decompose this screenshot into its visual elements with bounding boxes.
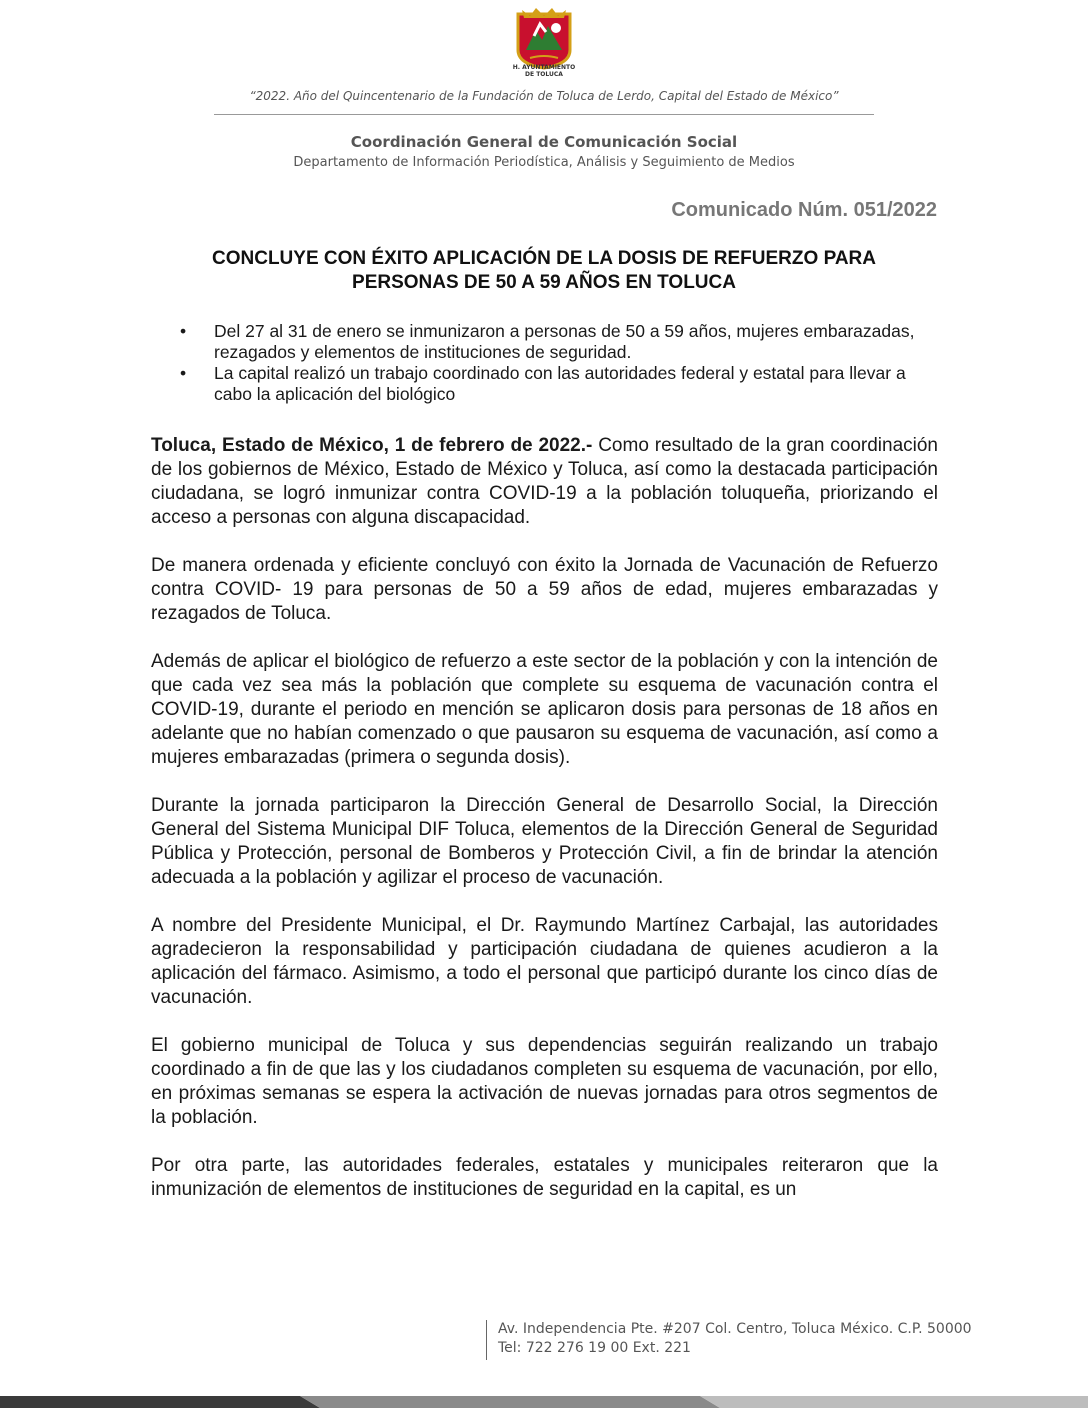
paragraph-6: El gobierno municipal de Toluca y sus dependencias seguirán realizando un trabajo coordinado a fin de que las y los ciudadanos completen su esquema de vacunación, por ello, en próximas semanas se espera la activación de nuevas jornadas para otros segmentos de la población. [151, 1035, 938, 1128]
bullet-dot-icon: • [180, 363, 187, 383]
dateline: Toluca, Estado de México, 1 de febrero de 2022.- [151, 435, 593, 456]
bullet-text: La capital realizó un trabajo coordinado con las autoridades federal y estatal para llevar a cabo la aplicación del biológico [214, 363, 906, 404]
logo-caption-line2: DE TOLUCA [525, 71, 563, 78]
headline-line2: PERSONAS DE 50 A 59 AÑOS EN TOLUCA [352, 272, 736, 293]
headline-line1: CONCLUYE CON ÉXITO APLICACIÓN DE LA DOSIS DE REFUERZO PARA [212, 248, 876, 269]
headline [150, 247, 938, 295]
footer-address: Av. Independencia Pte. #207 Col. Centro, Toluca México. C.P. 50000 [498, 1321, 972, 1337]
paragraph-3: Además de aplicar el biológico de refuerzo a este sector de la población y con la intención de que cada vez sea más la población que complete su esquema de vacunación contra el COVID-19, durante el periodo en mención se aplicaron dosis para personas de 18 años en adelante que no habían comenzado o que pausaron su esquema de vacunación, así como a mujeres embarazadas (primera o segunda dosis). [151, 651, 938, 768]
footer-divider [486, 1320, 487, 1360]
bullet-item [180, 321, 938, 363]
footer-contact [486, 1320, 1026, 1360]
paragraph-4: Durante la jornada participaron la Dirección General de Desarrollo Social, la Dirección General del Sistema Municipal DIF Toluca, elementos de la Dirección General de Seguridad Pública y Protección, personal de Bomberos y Protección Civil, a fin de brindar la atención adecuada a la población y agilizar el proceso de vacunación. [151, 795, 938, 888]
paragraph-1 [151, 434, 938, 530]
logo-caption-line1: H. AYUNTAMIENTO [512, 64, 576, 71]
bullet-dot-icon: • [180, 321, 187, 341]
header-divider [214, 114, 874, 115]
department-subtitle: Departamento de Información Periodística, Análisis y Seguimiento de Medios [293, 155, 795, 170]
release-number: Comunicado Núm. 051/2022 [671, 199, 937, 221]
logo-caption [494, 64, 594, 78]
paragraph-7: Por otra parte, las autoridades federales, estatales y municipales reiteraron que la inmunización de elementos de instituciones de seguridad en la capital, es un [151, 1155, 938, 1200]
bullet-text: Del 27 al 31 de enero se inmunizaron a personas de 50 a 59 años, mujeres embarazadas, rezagados y elementos de instituciones de seguridad. [214, 321, 915, 362]
article-body [151, 434, 938, 1226]
summary-bullets [180, 321, 938, 405]
bullet-item [180, 363, 938, 405]
paragraph-1-text: Como resultado de la gran coordinación de los gobiernos de México, Estado de México y Toluca, así como la destacada participación ciudadana, se logró inmunizar contra COVID-19 a la población toluqueña, priorizando el acceso a personas con alguna discapacidad. [151, 435, 938, 528]
bottom-decorative-band [0, 1388, 1088, 1408]
paragraph-2: De manera ordenada y eficiente concluyó con éxito la Jornada de Vacunación de Refuerzo contra COVID- 19 para personas de 50 a 59 años de edad, mujeres embarazadas y rezagados de Toluca. [151, 555, 938, 624]
paragraph-5: A nombre del Presidente Municipal, el Dr. Raymundo Martínez Carbajal, las autoridades agradecieron la responsabilidad y participación ciudadana de quienes acudieron a la aplicación del fármaco. Asimismo, a todo el personal que participó durante los cinco días de vacunación. [151, 915, 938, 1008]
footer-phone: Tel: 722 276 19 00 Ext. 221 [498, 1340, 691, 1356]
coordination-title: Coordinación General de Comunicación Social [350, 133, 738, 151]
year-motto: “2022. Año del Quincentenario de la Fundación de Toluca de Lerdo, Capital del Estado de México” [249, 89, 839, 103]
